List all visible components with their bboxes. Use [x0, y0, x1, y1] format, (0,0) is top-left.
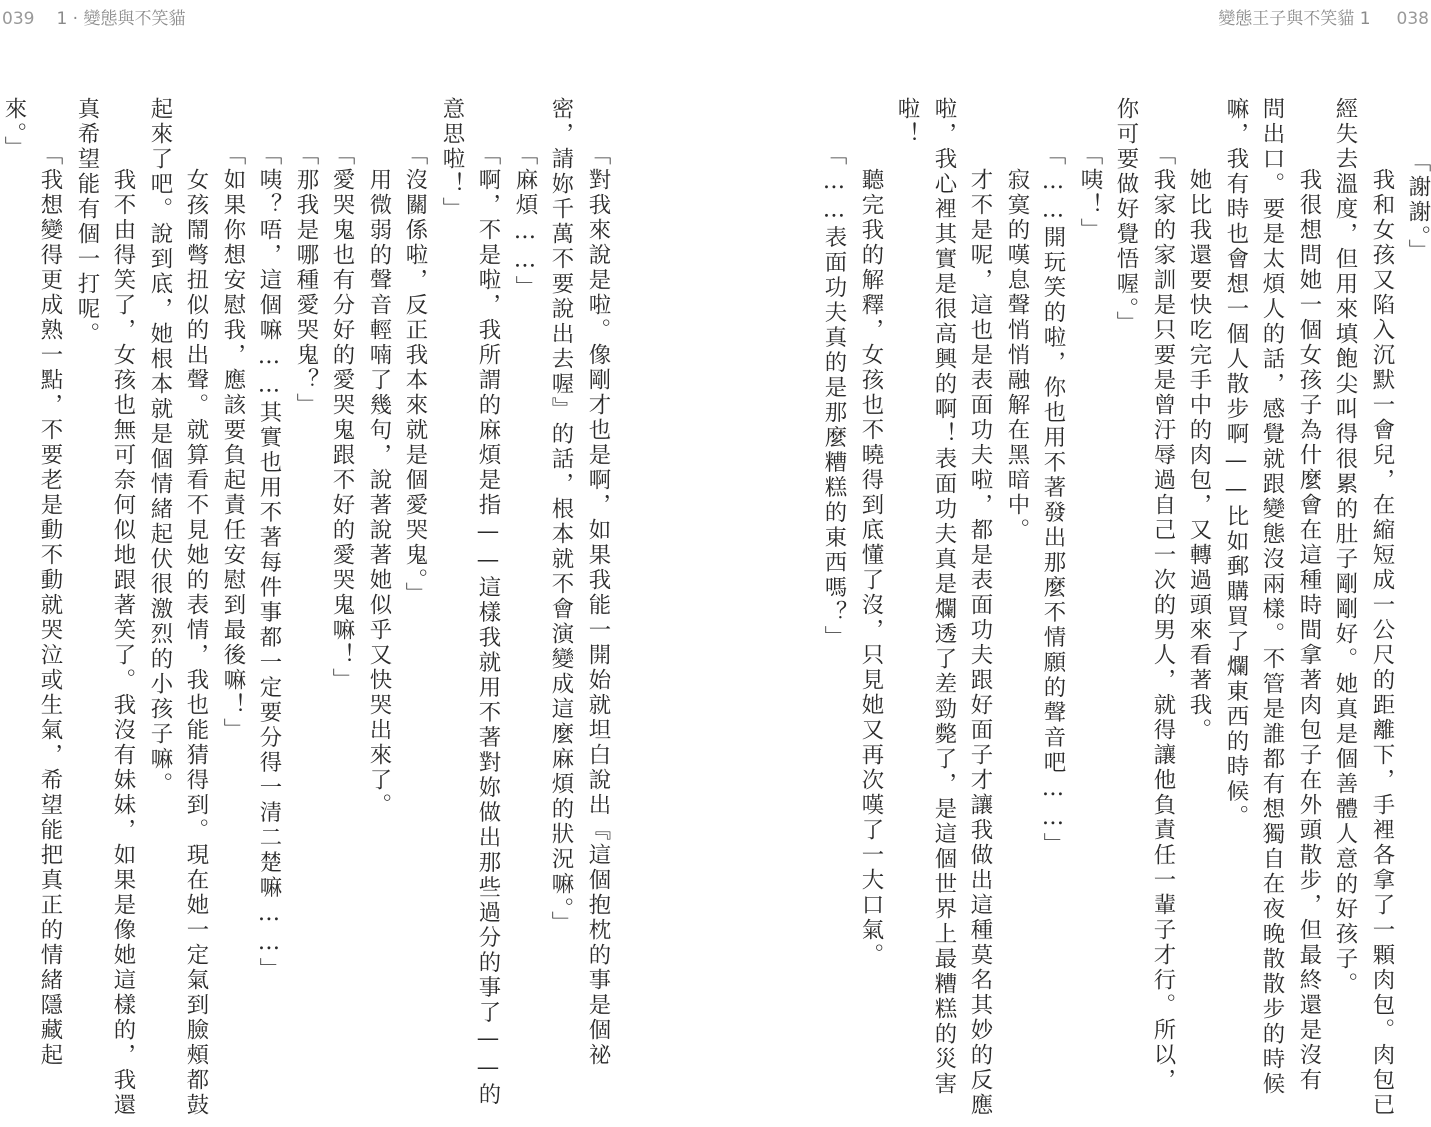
text-column: 「咦？唔，這個嘛……其實也用不著每件事都一定要分得一清二楚嘛……」: [256, 143, 282, 983]
text-column: 聽完我的解釋，女孩也不曉得到底懂了沒，只見她又再次嘆了一大口氣。: [858, 143, 884, 968]
text-column: 「麻煩……」: [512, 143, 538, 301]
text-column: 「咦！」: [1077, 143, 1103, 243]
text-column: 我不由得笑了，女孩也無可奈何似地跟著笑了。我沒有妹妹，如果是像她這樣的，我還: [110, 143, 136, 1118]
text-column: 啦，我心裡其實是很高興的啊！表面功夫真是爛透了差勁斃了，是這個世界上最糟糕的災害: [931, 97, 957, 1097]
text-column: 「對我來說是啦。像剛才也是啊，如果我能一開始就坦白說出『這個抱枕的事是個祕: [585, 143, 611, 1068]
text-column: 「沒關係啦，反正我本來就是個愛哭鬼。」: [402, 143, 428, 607]
text-column: 意思啦！」: [439, 97, 465, 222]
text-column: 用微弱的聲音輕喃了幾句，說著說著她似乎又快哭出來了。: [366, 143, 392, 818]
text-column: 我很想問她一個女孩子為什麼會在這種時間拿著肉包子在外頭散步，但最終還是沒有: [1296, 143, 1322, 1093]
text-column: 「愛哭鬼也有分好的愛哭鬼跟不好的愛哭鬼嘛！」: [329, 143, 355, 693]
book-title: 變態王子與不笑貓 1: [1218, 9, 1371, 29]
text-column: 「我想變得更成熟一點，不要老是動不動就哭泣或生氣，希望能把真正的情緒隱藏起: [37, 143, 63, 1068]
text-column: 經失去溫度，但用來填飽尖叫得很累的肚子剛剛好。她真是個善體人意的好孩子。: [1332, 97, 1358, 997]
text-column: 真希望能有個一打呢。: [74, 97, 100, 347]
text-column: 起來了吧。說到底，她根本就是個情緒起伏很激烈的小孩子嘛。: [147, 97, 173, 797]
text-column: 才不是呢，這也是表面功夫啦，都是表面功夫跟好面子才讓我做出這種莫名其妙的反應: [967, 143, 993, 1118]
text-column: 寂寞的嘆息聲悄悄融解在黑暗中。: [1004, 143, 1030, 543]
text-column: 女孩鬧彆扭似的出聲。就算看不見她的表情，我也能猜得到。現在她一定氣到臉頰都鼓: [183, 143, 209, 1118]
text-column: 「啊，不是啦，我所謂的麻煩是指——這樣我就用不著對妳做出那些過分的事了——的: [475, 143, 501, 1108]
text-column: 問出口。要是太煩人的話，感覺就跟變態沒兩樣。不管是誰都有想獨自在夜晚散散步的時候: [1259, 97, 1285, 1097]
text-column: 你可要做好覺悟喔。」: [1113, 97, 1139, 336]
text-column: 啦！: [894, 97, 920, 147]
text-column: 「如果你想安慰我，應該要負起責任安慰到最後嘛！」: [220, 143, 246, 743]
text-column: 「那我是哪種愛哭鬼？」: [293, 143, 319, 418]
text-column: 她比我還要快吃完手中的肉包，又轉過頭來看著我。: [1186, 143, 1212, 743]
text-column: 「……表面功夫真的是那麼糟糕的東西嗎？」: [821, 143, 847, 651]
page-number: 038: [1396, 9, 1429, 29]
text-column: 我和女孩又陷入沉默一會兒，在縮短成一公尺的距離下，手裡各拿了一顆肉包。肉包已: [1369, 143, 1395, 1118]
chapter-title: 1 ‧ 變態與不笑貓: [56, 9, 186, 29]
text-column: 來。」: [1, 97, 27, 161]
page-number: 039: [2, 9, 35, 29]
text-column: 「我家的家訓是只要是曾汙辱過自己一次的男人，就得讓他負責任一輩子才行。所以，: [1150, 143, 1176, 1093]
text-column: 「謝謝。」: [1405, 150, 1431, 264]
text-column: 「……開玩笑的啦，你也用不著發出那麼不情願的聲音吧……」: [1040, 143, 1066, 858]
text-column: 密，請妳千萬不要說出去喔』的話，根本就不會演變成這麼麻煩的狀況嘛。」: [548, 97, 574, 936]
text-column: 嘛，我有時也會想一個人散步啊——比如郵購買了爛東西的時候。: [1223, 97, 1249, 830]
